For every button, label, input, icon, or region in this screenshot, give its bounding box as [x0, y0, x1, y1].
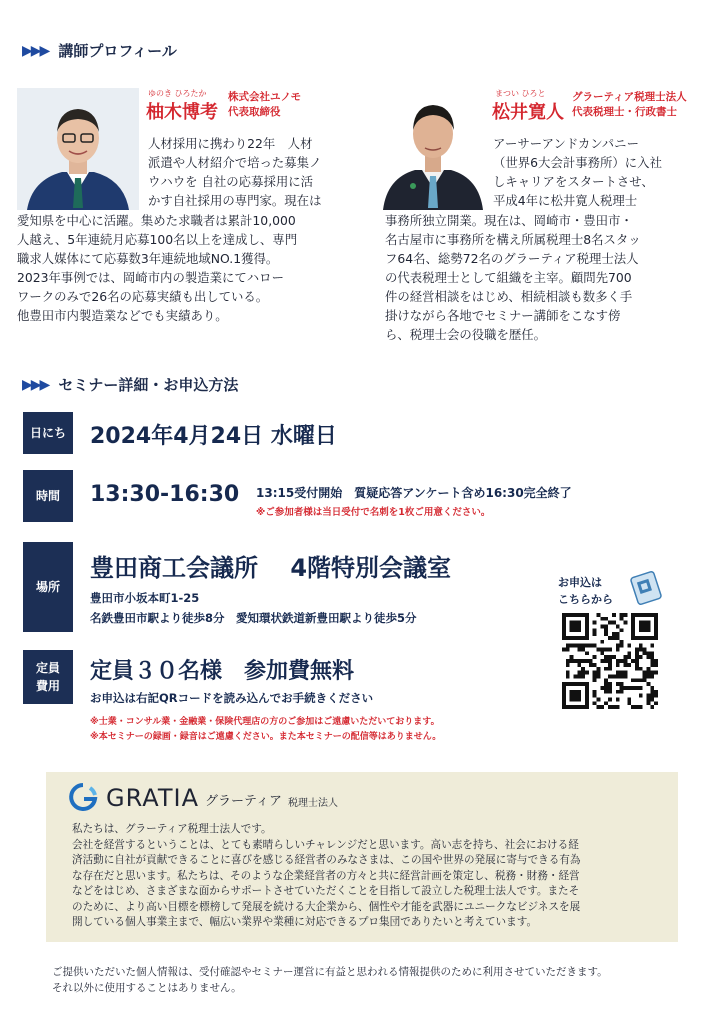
bio-line: ら、税理士会の役職を歴任。	[385, 327, 547, 342]
speaker1-photo	[17, 88, 139, 210]
speaker2-bio-bottom	[385, 211, 705, 344]
footer-line: それ以外に使用することはありません。	[52, 982, 242, 994]
qr-scan-icon	[628, 570, 664, 606]
place-address: 豊田市小坂本町1-25	[90, 591, 200, 605]
speaker2-bio-top	[493, 134, 705, 210]
company-line: などをはじめ、さまざまな面からサポートさせていただくことを目指して設立した税理士法人です。またそ	[72, 885, 580, 897]
qr-code[interactable]	[562, 613, 658, 709]
company-line: 開している個人事業主まで、幅広い業界や業種に対応できるプロ集団でありたいと考えています。	[72, 916, 538, 928]
bio-line: 名古屋市に事務所を構え所属税理士8名スタッ	[385, 232, 641, 247]
triple-arrow-icon: ▶▶▶	[22, 42, 49, 59]
speaker2-role: 代表税理士・行政書士	[572, 106, 677, 118]
bio-line: 2023年事例では、岡崎市内の製造業にてハロー	[17, 270, 284, 285]
company-text	[72, 822, 672, 931]
bio-line: 人越え、5年連続月応募100名以上を達成し、専門	[17, 232, 298, 247]
qr-caption-line1: お申込は	[558, 576, 602, 589]
company-line: 会社を経営するということは、とても素晴らしいチャレンジだと思います。高い志を持ち、社会における経	[72, 838, 579, 851]
speaker2-photo	[383, 88, 483, 210]
capacity-label	[23, 650, 73, 704]
capacity-notice-2: ※本セミナーの録画・録音はご遠慮ください。また本セミナーの配信等はありません。	[90, 732, 442, 742]
speaker1-company: 株式会社ユノモ	[228, 91, 302, 103]
bio-line: 派遣や人材紹介で培った募集ノ	[148, 155, 322, 170]
speaker1-name: 柚木博考	[146, 102, 218, 123]
bio-line: フ64名、総勢72名のグラーティア税理士法人	[385, 251, 639, 266]
bio-line: 件の経営相談をはじめ、相続相談も数多く手	[385, 289, 633, 304]
capacity-label-line1: 定員	[35, 661, 60, 675]
company-line: 済活動に自社が貢献できることに喜びを感じる経営者のみなさまは、この国や世界の発展に寄与できる有為	[72, 854, 581, 866]
triple-arrow-icon: ▶▶▶	[22, 376, 49, 393]
seminar-heading	[22, 374, 238, 395]
company-intro: 私たちは、グラーティア税理士法人です。	[72, 823, 272, 835]
speaker1-role: 代表取締役	[228, 106, 281, 118]
bio-line: （世界6大会計事務所）に入社	[493, 155, 662, 170]
bio-line: 平成4年に松井寛人税理士	[493, 193, 638, 208]
bio-line: かす自社採用の専門家。現在は	[148, 193, 322, 208]
seminar-heading-text: セミナー詳細・お申込方法	[58, 376, 239, 394]
footer-line: ご提供いただいた個人情報は、受付確認やセミナー運営に有益と思われる情報提供のために利用させていただきます。	[52, 966, 608, 978]
place-access: 名鉄豊田市駅より徒歩8分 愛知環状鉄道新豊田駅より徒歩5分	[90, 611, 417, 625]
profile-heading-text: 講師プロフィール	[58, 42, 177, 60]
time-notice: ※ご参加者様は当日受付で名刺を1枚ご用意ください。	[256, 507, 491, 518]
capacity-notice-1: ※士業・コンサル業・金融業・保険代理店の方のご参加はご遠慮いただいております。	[90, 717, 440, 727]
date-label: 日にち	[23, 412, 73, 454]
bio-line: 愛知県を中心に活躍。集めた求職者は累計10,000	[17, 213, 296, 228]
place-label: 場所	[23, 542, 73, 632]
bio-line: 職求人媒体にて応募数3年連続地域NO.1獲得。	[17, 251, 279, 266]
company-logo	[66, 782, 338, 812]
bio-line: ワークのみで26名の応募実績も出している。	[17, 289, 269, 304]
bio-line: アーサーアンドカンパニー	[493, 136, 639, 151]
speaker2-company: グラーティア税理士法人	[572, 91, 687, 103]
bio-line: 人材採用に携わり22年 人材	[148, 136, 313, 151]
bio-line: 他豊田市内製造業などでも実績あり。	[17, 308, 228, 323]
time-note: 13:15受付開始 質疑応答アンケート含め16:30完全終了	[256, 486, 572, 500]
speaker2-ruby: まつい ひろと	[495, 89, 546, 98]
bio-line: の代表税理士として組織を主宰。顧問先700	[385, 270, 632, 285]
speaker1-bio-top	[148, 134, 360, 210]
privacy-footer	[52, 964, 608, 996]
qr-caption	[558, 574, 613, 608]
gratia-logo-icon	[66, 782, 100, 812]
capacity-value: 定員３０名様 参加費無料	[90, 659, 355, 684]
date-value: 2024年4月24日 水曜日	[90, 424, 337, 449]
company-line: な存在だと思います。私たちは、そのような企業経営者の方々と共に経営計画を策定し、税務・財務・経営	[72, 869, 580, 882]
capacity-label-line2: 費用	[35, 679, 60, 693]
bio-line: 事務所独立開業。現在は、岡崎市・豊田市・	[385, 213, 633, 228]
logo-text: GRATIA	[106, 784, 200, 812]
apply-instructions: お申込は右記QRコードを読み込んでお手続きください	[90, 691, 374, 705]
bio-line: しキャリアをスタートさせ、	[493, 174, 654, 189]
time-value: 13:30-16:30	[90, 482, 240, 507]
speaker1-bio-bottom	[17, 211, 362, 325]
place-value: 豊田商工会議所 4階特別会議室	[90, 554, 452, 582]
speaker2-name: 松井寛人	[492, 102, 564, 123]
qr-caption-line2: こちらから	[558, 593, 613, 606]
speaker1-ruby: ゆのき ひろたか	[148, 89, 207, 98]
profile-heading	[22, 40, 177, 61]
bio-line: 掛けながら各地でセミナー講師をこなす傍	[385, 308, 621, 323]
logo-sub2: 税理士法人	[287, 798, 338, 809]
time-label: 時間	[23, 470, 73, 522]
company-box	[46, 772, 678, 942]
bio-line: ウハウを 自社の応募採用に活	[148, 174, 314, 189]
logo-sub: グラーティア	[205, 794, 282, 809]
company-line: のために、より高い目標を標榜して発展を続ける大企業から、個性や才能を武器にユニークなビジネスを展	[72, 900, 581, 913]
